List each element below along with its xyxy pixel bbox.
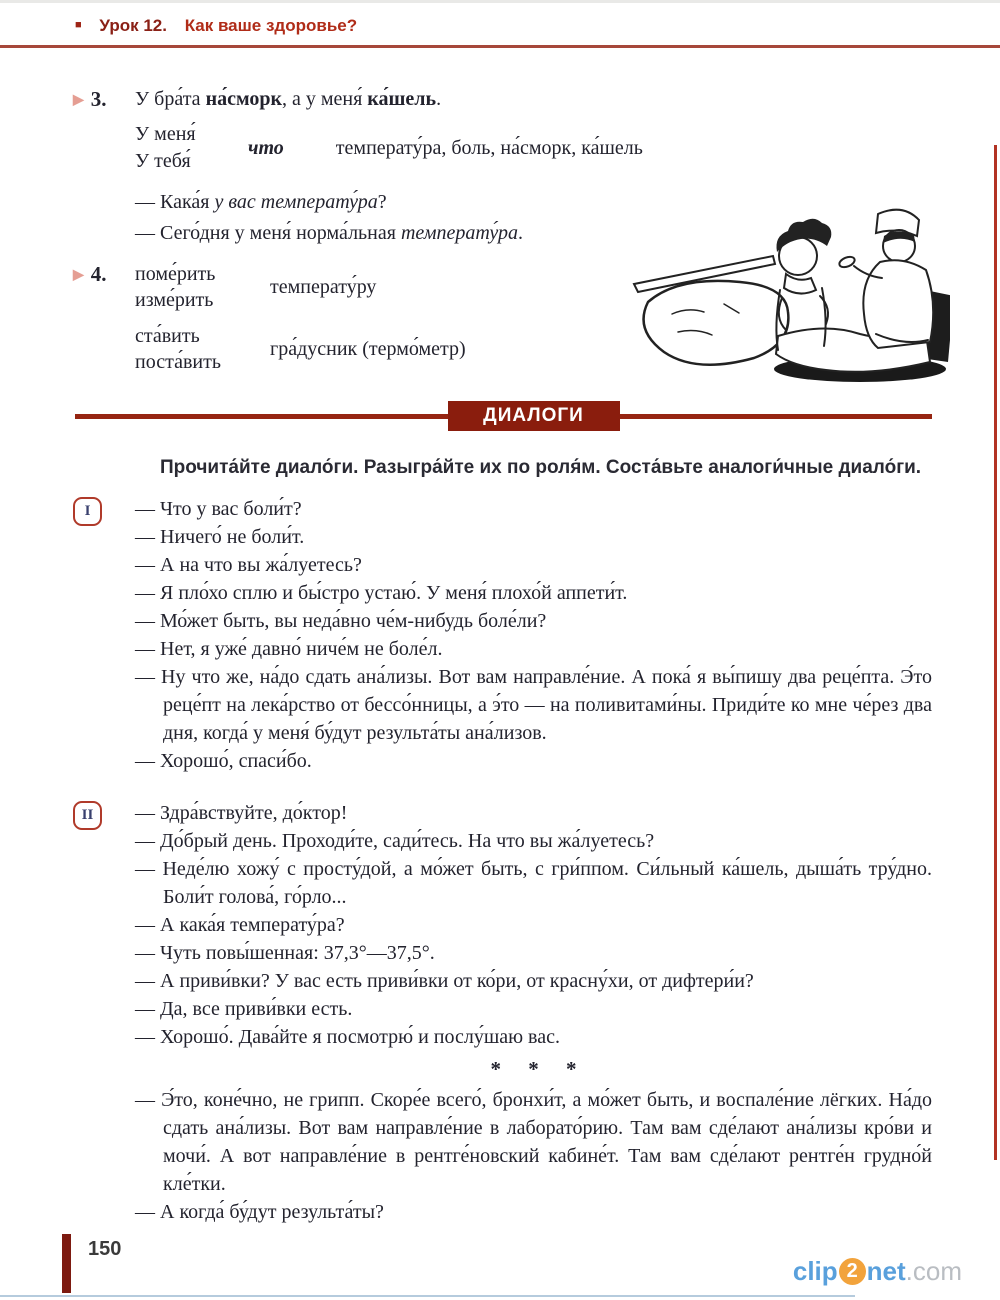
page-header bbox=[75, 16, 357, 36]
dialog-line: — А на что вы жа́луетесь? bbox=[135, 554, 362, 576]
verb: поста́вить bbox=[135, 351, 221, 373]
exercise-3-marker bbox=[73, 87, 107, 112]
dialog-line: — Здра́вствуйте, до́ктор! bbox=[135, 802, 348, 824]
lesson-number: Урок 12. bbox=[99, 16, 167, 35]
noun-list: температу́ра, боль, на́сморк, ка́шель bbox=[335, 136, 643, 159]
exercise-number: 3. bbox=[90, 87, 107, 111]
dialog-2 bbox=[81, 799, 932, 1051]
patient-scarf bbox=[784, 274, 816, 294]
dialog-1 bbox=[84, 495, 932, 775]
exercise-3-sentence: У бра́та на́сморк, а у меня́ ка́шель. bbox=[135, 88, 442, 110]
verb: поме́рить bbox=[135, 263, 216, 285]
dialog-line: — До́брый день. Проходи́те, сади́тесь. На что вы жа́луетесь? bbox=[135, 830, 655, 852]
page-number: 150 bbox=[88, 1238, 122, 1260]
dialog-line: — Ничего́ не боли́т. bbox=[135, 526, 305, 548]
triangle-icon: ▶ bbox=[73, 268, 84, 283]
verb-object: температу́ру bbox=[270, 275, 377, 298]
dialog-line: — Неде́лю хожу́ с просту́дой, а мо́жет быть, с гри́ппом. Си́льный ка́шель, дыша́ть тру́дно. Боли́т голова́, го́рло... bbox=[135, 858, 932, 908]
verb-column bbox=[135, 323, 270, 375]
dialogs-instruction: Прочита́йте диало́ги. Разыгра́йте их по роля́м. Соста́вьте аналоги́чные диало́ги. bbox=[160, 457, 922, 478]
logo-2-icon: 2 bbox=[839, 1258, 866, 1285]
doctor-body bbox=[863, 260, 933, 348]
sample-question: — Кака́я у вас температу́ра? bbox=[135, 191, 387, 213]
header-rule bbox=[0, 45, 1000, 48]
dialog-continuation bbox=[135, 1086, 932, 1226]
logo-net: net bbox=[866, 1256, 906, 1286]
dialog-line: — Хорошо́. Дава́йте я посмотрю́ и послу́шаю вас. bbox=[135, 1026, 560, 1048]
dialog-line: — Что у вас боли́т? bbox=[135, 498, 302, 520]
doctor-patient-illustration bbox=[628, 186, 950, 384]
page-number-bar bbox=[62, 1234, 71, 1293]
dialog-line: — А когда́ бу́дут результа́ты? bbox=[135, 1201, 384, 1223]
dialog-2-numeral: II bbox=[73, 801, 102, 830]
pronoun-column bbox=[135, 121, 248, 175]
pronoun-2: У тебя́ bbox=[135, 150, 191, 172]
pronoun-1: У меня́ bbox=[135, 123, 196, 145]
dialog-line: — Нет, я уже́ давно́ ниче́м не боле́л. bbox=[135, 638, 443, 660]
clip2net-watermark bbox=[793, 1256, 962, 1287]
connector-word: что bbox=[248, 136, 284, 159]
bottom-edge-line bbox=[0, 1295, 855, 1297]
dialog-line: — Мо́жет быть, вы неда́вно че́м-нибудь боле́ли? bbox=[135, 610, 547, 632]
stars-separator: * * * bbox=[490, 1057, 577, 1081]
pronoun-pattern-row bbox=[135, 121, 932, 175]
square-bullet-icon: ■ bbox=[75, 19, 82, 31]
spoon bbox=[838, 255, 856, 269]
verb-column bbox=[135, 261, 270, 313]
verb: изме́рить bbox=[135, 289, 214, 311]
dialog-line: — Хорошо́, спаси́бо. bbox=[135, 750, 312, 772]
pillow bbox=[644, 281, 789, 365]
dialog-1-numeral: I bbox=[73, 497, 102, 526]
dialog-line: — А кака́я температу́ра? bbox=[135, 914, 345, 936]
dialog-line: — Ну что же, на́до сдать ана́лизы. Вот вам направле́ние. А пока́ я вы́пишу два реце́пта. Э́то реце́пт на лека́рство от бессо́нницы, а э́то — на поливитами́ны. Приди́те ко мне че́рез два дня, когда́ у меня́ бу́дут результа́ты ана́лизов. bbox=[135, 666, 932, 744]
dialogs-banner bbox=[135, 401, 932, 431]
triangle-icon: ▶ bbox=[73, 93, 84, 108]
dialog-line: — Да, все приви́вки есть. bbox=[135, 998, 353, 1020]
lesson-title: Как ваше здоровье? bbox=[184, 16, 358, 35]
dialog-line: — А приви́вки? У вас есть приви́вки от ко́ри, от красну́хи, от дифтери́и? bbox=[135, 970, 754, 992]
dialog-line: — Чуть повы́шенная: 37,3°—37,5°. bbox=[135, 942, 435, 964]
logo-clip: clip bbox=[792, 1256, 838, 1286]
logo-com: .com bbox=[905, 1256, 962, 1286]
verb-object: гра́дусник (термо́метр) bbox=[270, 337, 466, 360]
dialog-line: — Я пло́хо сплю и бы́стро устаю́. У меня́ плохо́й аппети́т. bbox=[135, 582, 628, 604]
exercise-4-marker bbox=[73, 262, 107, 287]
verb: ста́вить bbox=[135, 325, 200, 347]
exercise-number: 4. bbox=[90, 262, 107, 286]
dialog-line: — Э́то, коне́чно, не грипп. Скоре́е всего́, бронхи́т, а мо́жет быть, и воспале́ние лёгких. На́до сдать ана́лизы. Вот вам направле́ние в лаборато́рию. Там вам сде́лают ана́лизы кро́ви и мочи́. А вот направле́ние в рентге́новский кабине́т. Там вам сде́лают рентге́н грудно́й кле́тки. bbox=[135, 1089, 932, 1195]
top-edge-line bbox=[0, 0, 1000, 3]
sample-answer: — Сего́дня у меня́ норма́льная температу́ра. bbox=[135, 222, 523, 244]
banner-title: ДИАЛОГИ bbox=[448, 401, 620, 431]
